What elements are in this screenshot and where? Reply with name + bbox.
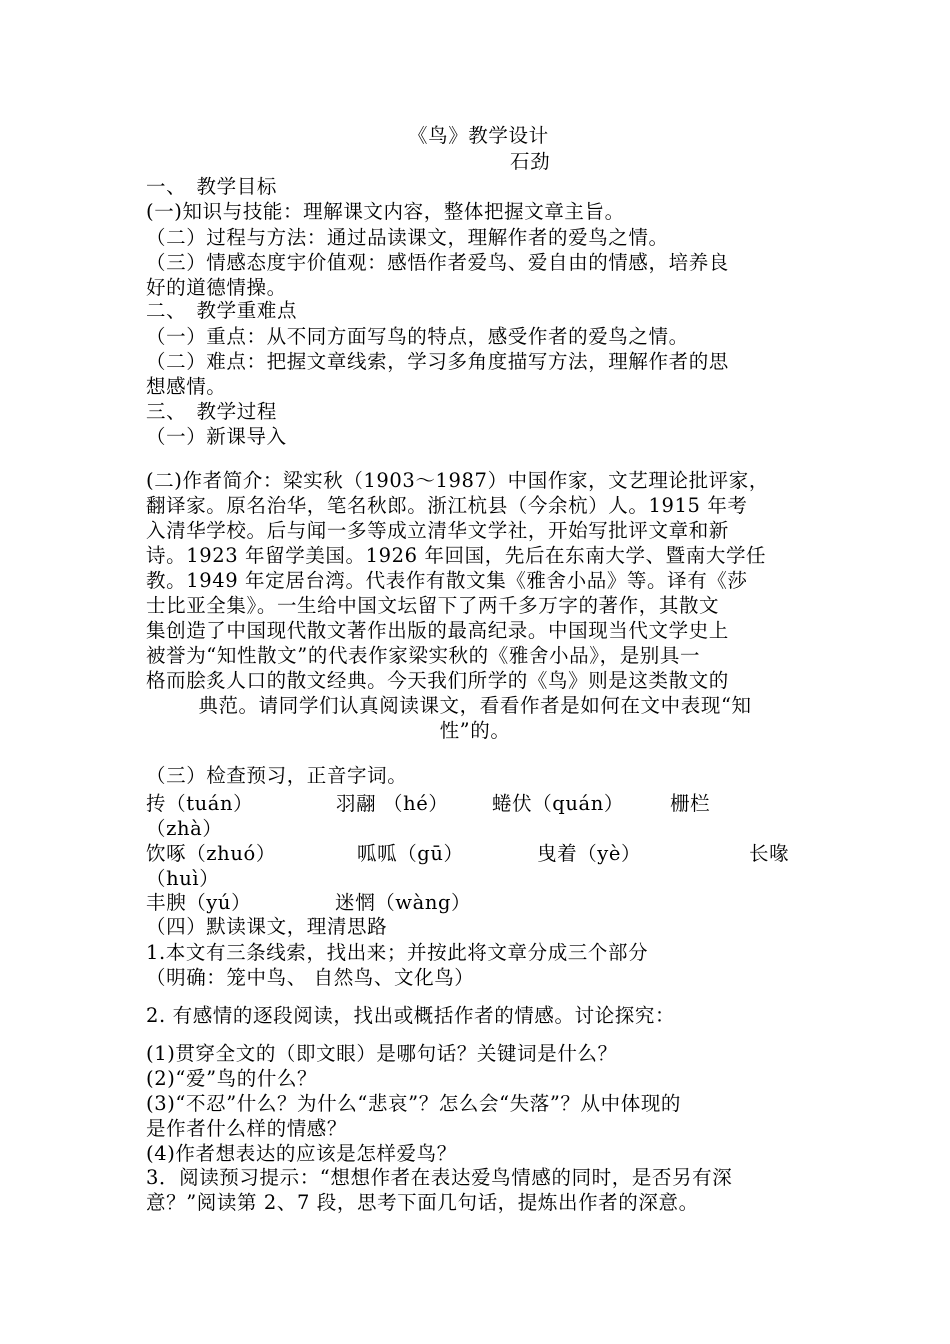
text-line: (1)贯穿全文的（即文眼）是哪句话？关键词是什么？ [146,1042,618,1065]
text-line: 士比亚全集》。一生给中国文坛留下了两千多万字的著作，其散文 [146,594,720,617]
text-line: 诗。1923 年留学美国。1926 年回国，先后在东南大学、暨南大学任 [146,544,767,567]
text-line: 性”的。 [439,719,511,742]
vocab-item: 饮啄（zhuó） [146,842,276,865]
text-line: 意？”阅读第 2、7 段，思考下面几句话，提炼出作者的深意。 [146,1191,699,1214]
text-line: 入清华学校。后与闻一多等成立清华文学社，开始写批评文章和新 [146,519,729,542]
text-line: 好的道德情操。 [146,276,287,299]
vocab-item: 栅栏 [670,792,711,815]
vocab-item: （zhà） [146,817,223,840]
vocab-item: 迷惘（wàng） [335,891,472,914]
text-line: （一）重点：从不同方面写鸟的特点，感受作者的爱鸟之情。 [146,325,689,348]
vocab-item: 丰腴（yú） [146,891,252,914]
text-line: 2. 有感情的逐段阅读，找出或概括作者的情感。讨论探究： [146,1004,676,1027]
vocab-item: 曳着（yè） [537,842,642,865]
text-line: （二）难点：把握文章线索，学习多角度描写方法，理解作者的思 [146,350,729,373]
text-line: （三）检查预习，正音字词。 [146,764,408,787]
text-line: （明确：笼中鸟、 自然鸟、文化鸟） [146,966,475,989]
text-line: （三）情感态度宇价值观：感悟作者爱鸟、爱自由的情感，培养良 [146,251,729,274]
text-line: 教。1949 年定居台湾。代表作有散文集《雅舍小品》等。译有《莎 [146,569,748,592]
text-line: (2)“爱”鸟的什么？ [146,1067,318,1090]
section-heading: 二、 教学重难点 [146,299,298,322]
vocab-item: 抟（tuán） [146,792,254,815]
text-line: (二)作者简介：梁实秋（1903～1987）中国作家，文艺理论批评家， [146,469,769,492]
text-line: 集创造了中国现代散文著作出版的最高纪录。中国现当代文学史上 [146,619,729,642]
text-line: 格而脍炙人口的散文经典。今天我们所学的《鸟》则是这类散文的 [146,669,729,692]
text-line: 1.本文有三条线索，找出来；并按此将文章分成三个部分 [146,941,649,964]
vocab-item: 长喙 [749,842,790,865]
text-line: 被誉为“知性散文”的代表作家梁实秋的《雅舍小品》，是别具一 [146,644,701,667]
text-line: （二）过程与方法：通过品读课文，理解作者的爱鸟之情。 [146,226,669,249]
vocab-item: 呱呱（gū） [357,842,464,865]
document-title: 《鸟》教学设计 [408,124,549,147]
vocab-item: （huì） [146,867,220,890]
section-heading: 三、 教学过程 [146,400,277,423]
text-line: 翻译家。原名治华，笔名秋郎。浙江杭县（今余杭）人。1915 年考 [146,494,748,517]
vocab-item: 蜷伏（quán） [492,792,625,815]
text-line: （一）新课导入 [146,425,287,448]
text-line: 典范。请同学们认真阅读课文，看看作者是如何在文中表现“知 [198,694,752,717]
section-heading: 一、 教学目标 [146,175,277,198]
text-line: （四）默读课文，理清思路 [146,915,388,938]
document-author: 石劲 [510,150,551,173]
text-line: (4)作者想表达的应该是怎样爱鸟？ [146,1142,457,1165]
text-line: 3．阅读预习提示：“想想作者在表达爱鸟情感的同时，是否另有深 [146,1166,733,1189]
text-line: 想感情。 [146,375,227,398]
text-line: (3)“不忍”什么？为什么“悲哀”？怎么会“失落”？从中体现的 [146,1092,682,1115]
vocab-item: 羽翮 （hé） [336,792,449,815]
text-line: 是作者什么样的情感？ [146,1117,348,1140]
text-line: (一)知识与技能：理解课文内容，整体把握文章主旨。 [146,200,625,223]
